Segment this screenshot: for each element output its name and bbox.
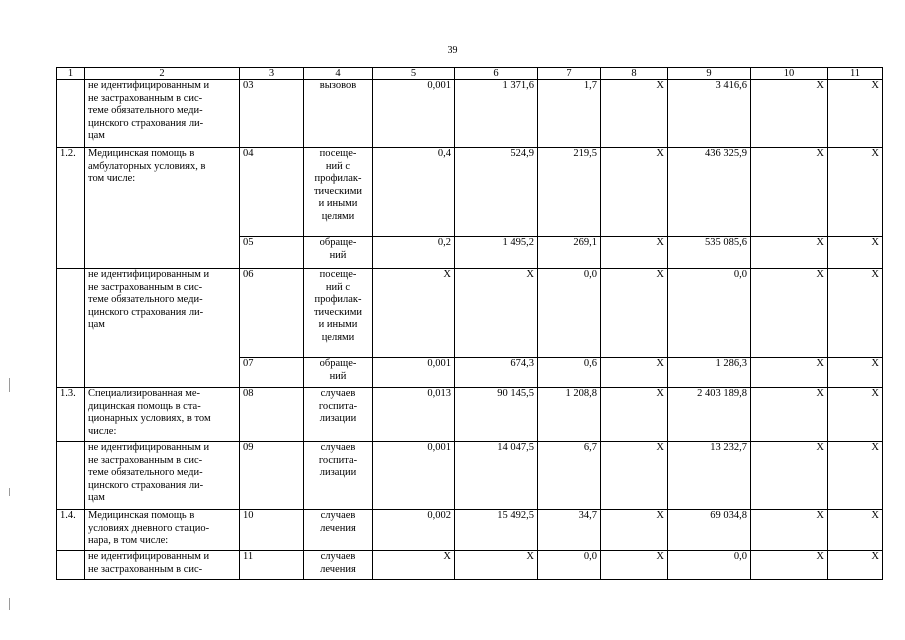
table-cell-col-4 xyxy=(304,148,373,237)
cell-text: обраще- ний xyxy=(319,358,357,382)
cell-text: 1.3. xyxy=(60,388,76,399)
table-cell-col-6 xyxy=(455,358,538,388)
table-cell-col-10 xyxy=(751,442,828,510)
cell-text: 0,001 xyxy=(427,80,451,91)
table-cell-col-9 xyxy=(668,80,751,148)
cell-text: X xyxy=(816,510,824,521)
cell-text: 269,1 xyxy=(573,237,597,248)
column-header-8: 8 xyxy=(601,68,668,80)
table-cell-col-8 xyxy=(601,148,668,237)
table-cell-col-11 xyxy=(828,388,883,442)
cell-text: случаев госпита- лизации xyxy=(318,388,358,425)
table-cell-col-6 xyxy=(455,80,538,148)
cell-text: X xyxy=(871,80,879,91)
table-cell-col-3 xyxy=(240,148,304,237)
cell-text: X xyxy=(816,388,824,399)
column-header-7: 7 xyxy=(538,68,601,80)
table-cell-col-4 xyxy=(304,388,373,442)
cell-text: 1 286,3 xyxy=(715,358,747,369)
table-cell-col-7 xyxy=(538,551,601,580)
cell-text: 674,3 xyxy=(510,358,534,369)
cell-text: X xyxy=(443,269,451,280)
table-cell-col-2 xyxy=(85,442,240,510)
cell-text: 1 208,8 xyxy=(565,388,597,399)
table-cell-col-9 xyxy=(668,442,751,510)
cell-text: 0,0 xyxy=(733,269,747,280)
cell-text: обраще- ний xyxy=(319,237,357,261)
cell-text: X xyxy=(871,388,879,399)
cell-text: 08 xyxy=(243,388,254,399)
table-cell-col-6 xyxy=(455,388,538,442)
table-cell-col-6 xyxy=(455,237,538,269)
cell-text: 0,001 xyxy=(427,358,451,369)
cell-text: X xyxy=(816,358,824,369)
table-body xyxy=(57,68,883,580)
cell-text: Медицинская помощь в условиях дневного стацио- нара, в том числе: xyxy=(88,510,210,547)
table-cell-col-11 xyxy=(828,80,883,148)
table-cell-col-5 xyxy=(373,388,455,442)
table-cell-col-10 xyxy=(751,269,828,358)
table-cell-col-10 xyxy=(751,237,828,269)
table-row xyxy=(57,442,883,510)
table-cell-col-1 xyxy=(57,551,85,580)
cell-text: X xyxy=(816,551,824,562)
cell-text: X xyxy=(656,237,664,248)
table-cell-col-8 xyxy=(601,237,668,269)
table-cell-col-11 xyxy=(828,269,883,358)
table-cell-col-1 xyxy=(57,269,85,388)
cell-text: X xyxy=(656,510,664,521)
table-row xyxy=(57,80,883,148)
cell-text: X xyxy=(816,269,824,280)
table-cell-col-7 xyxy=(538,148,601,237)
table-cell-col-10 xyxy=(751,148,828,237)
scan-artifact-mark xyxy=(9,598,10,610)
table-cell-col-2 xyxy=(85,269,240,388)
table-cell-col-9 xyxy=(668,237,751,269)
cell-text: X xyxy=(656,388,664,399)
cell-text: не идентифицированным и не застрахованным в сис- теме обязательного меди- цинского страхования ли- цам xyxy=(88,269,210,331)
cell-text: посеще- ний с профилак- тическими и иными целями xyxy=(313,148,363,222)
column-header-2: 2 xyxy=(85,68,240,80)
cell-text: 436 325,9 xyxy=(705,148,747,159)
column-header-9: 9 xyxy=(668,68,751,80)
cell-text: X xyxy=(871,237,879,248)
column-header-11: 11 xyxy=(828,68,883,80)
cell-text: Медицинская помощь в амбулаторных условиях, в том числе: xyxy=(88,148,206,185)
table-cell-col-1 xyxy=(57,148,85,269)
scan-artifact-mark xyxy=(9,488,10,496)
cell-text: 11 xyxy=(243,551,254,562)
table-cell-col-3 xyxy=(240,551,304,580)
table-cell-col-1 xyxy=(57,388,85,442)
table-cell-col-2 xyxy=(85,148,240,269)
cell-text: 219,5 xyxy=(573,148,597,159)
table-cell-col-10 xyxy=(751,358,828,388)
table-cell-col-3 xyxy=(240,510,304,551)
table-cell-col-5 xyxy=(373,358,455,388)
table-cell-col-2 xyxy=(85,388,240,442)
cell-text: X xyxy=(871,510,879,521)
cell-text: 0,6 xyxy=(583,358,597,369)
cell-text: X xyxy=(656,80,664,91)
cell-text: X xyxy=(443,551,451,562)
column-header-3: 3 xyxy=(240,68,304,80)
table-cell-col-4 xyxy=(304,510,373,551)
cell-text: случаев лечения xyxy=(320,551,356,575)
column-header-1: 1 xyxy=(57,68,85,80)
cell-text: X xyxy=(656,269,664,280)
table-cell-col-11 xyxy=(828,358,883,388)
table-cell-col-8 xyxy=(601,510,668,551)
table-cell-col-11 xyxy=(828,510,883,551)
cell-text: 15 492,5 xyxy=(497,510,534,521)
table-cell-col-6 xyxy=(455,551,538,580)
cell-text: 06 xyxy=(243,269,254,280)
cell-text: 90 145,5 xyxy=(497,388,534,399)
table-cell-col-7 xyxy=(538,388,601,442)
cell-text: не идентифицированным и не застрахованным в сис- теме обязательного меди- цинского страхования ли- цам xyxy=(88,80,210,142)
table-cell-col-10 xyxy=(751,551,828,580)
table-cell-col-3 xyxy=(240,442,304,510)
table-cell-col-5 xyxy=(373,80,455,148)
table-cell-col-1 xyxy=(57,80,85,148)
table-cell-col-3 xyxy=(240,358,304,388)
table-cell-col-9 xyxy=(668,551,751,580)
table-cell-col-1 xyxy=(57,442,85,510)
table-cell-col-9 xyxy=(668,269,751,358)
table-cell-col-5 xyxy=(373,510,455,551)
table-cell-col-5 xyxy=(373,442,455,510)
cell-text: 10 xyxy=(243,510,254,521)
table-cell-col-7 xyxy=(538,80,601,148)
cell-text: 04 xyxy=(243,148,254,159)
cell-text: 1 371,6 xyxy=(502,80,534,91)
table-cell-col-2 xyxy=(85,80,240,148)
cell-text: 14 047,5 xyxy=(497,442,534,453)
cell-text: 2 403 189,8 xyxy=(697,388,747,399)
table-cell-col-1 xyxy=(57,510,85,551)
table-cell-col-5 xyxy=(373,148,455,237)
table-cell-col-5 xyxy=(373,269,455,358)
table-row xyxy=(57,510,883,551)
table-cell-col-3 xyxy=(240,80,304,148)
column-header-4: 4 xyxy=(304,68,373,80)
cell-text: 34,7 xyxy=(578,510,597,521)
table-cell-col-4 xyxy=(304,358,373,388)
table-row xyxy=(57,148,883,237)
cell-text: X xyxy=(656,148,664,159)
column-header-6: 6 xyxy=(455,68,538,80)
table-cell-col-7 xyxy=(538,510,601,551)
table-cell-col-9 xyxy=(668,358,751,388)
table-cell-col-5 xyxy=(373,551,455,580)
table-cell-col-3 xyxy=(240,237,304,269)
cell-text: Специализированная ме- дицинская помощь в ста- ционарных условиях, в том числе: xyxy=(88,388,211,437)
table-cell-col-8 xyxy=(601,269,668,358)
cell-text: 1.4. xyxy=(60,510,76,521)
cell-text: 09 xyxy=(243,442,254,453)
cell-text: X xyxy=(656,551,664,562)
table-cell-col-4 xyxy=(304,237,373,269)
table-cell-col-4 xyxy=(304,551,373,580)
table-cell-col-9 xyxy=(668,148,751,237)
table-cell-col-11 xyxy=(828,148,883,237)
cell-text: 535 085,6 xyxy=(705,237,747,248)
column-header-5: 5 xyxy=(373,68,455,80)
table-cell-col-6 xyxy=(455,442,538,510)
cell-text: 0,001 xyxy=(427,442,451,453)
cell-text: 1.2. xyxy=(60,148,76,159)
table-cell-col-10 xyxy=(751,510,828,551)
cell-text: случаев госпита- лизации xyxy=(318,442,358,479)
header-row xyxy=(57,68,883,80)
column-header-10: 10 xyxy=(751,68,828,80)
cell-text: 69 034,8 xyxy=(710,510,747,521)
cell-text: X xyxy=(871,148,879,159)
table-cell-col-8 xyxy=(601,388,668,442)
table-row xyxy=(57,551,883,580)
cell-text: посеще- ний с профилак- тическими и иными целями xyxy=(313,269,363,343)
cell-text: 0,0 xyxy=(583,551,597,562)
cell-text: X xyxy=(816,442,824,453)
statistics-table xyxy=(56,67,883,580)
cell-text: 1 495,2 xyxy=(502,237,534,248)
table-cell-col-11 xyxy=(828,237,883,269)
page-number: 39 xyxy=(447,45,458,56)
table-cell-col-4 xyxy=(304,269,373,358)
scan-artifact-mark xyxy=(9,378,10,392)
table-cell-col-11 xyxy=(828,551,883,580)
cell-text: X xyxy=(871,442,879,453)
cell-text: X xyxy=(656,358,664,369)
cell-text: 03 xyxy=(243,80,254,91)
table-cell-col-7 xyxy=(538,269,601,358)
cell-text: 1,7 xyxy=(583,80,597,91)
table-cell-col-8 xyxy=(601,551,668,580)
table-cell-col-2 xyxy=(85,510,240,551)
cell-text: X xyxy=(816,148,824,159)
table-cell-col-8 xyxy=(601,358,668,388)
cell-text: 0,002 xyxy=(427,510,451,521)
table-cell-col-4 xyxy=(304,80,373,148)
cell-text: X xyxy=(526,551,534,562)
cell-text: не идентифицированным и не застрахованным в сис- xyxy=(88,551,210,575)
table-cell-col-9 xyxy=(668,388,751,442)
cell-text: 0,0 xyxy=(733,551,747,562)
cell-text: X xyxy=(526,269,534,280)
cell-text: 524,9 xyxy=(510,148,534,159)
table-cell-col-6 xyxy=(455,269,538,358)
cell-text: случаев лечения xyxy=(320,510,356,534)
table-cell-col-7 xyxy=(538,442,601,510)
table-cell-col-11 xyxy=(828,442,883,510)
cell-text: вызовов xyxy=(319,80,357,91)
table-row xyxy=(57,269,883,358)
table-cell-col-8 xyxy=(601,80,668,148)
table-row xyxy=(57,388,883,442)
table-cell-col-9 xyxy=(668,510,751,551)
table-cell-col-7 xyxy=(538,237,601,269)
cell-text: X xyxy=(871,358,879,369)
cell-text: X xyxy=(871,551,879,562)
cell-text: 05 xyxy=(243,237,254,248)
cell-text: 0,013 xyxy=(427,388,451,399)
table-cell-col-3 xyxy=(240,388,304,442)
table-cell-col-7 xyxy=(538,358,601,388)
table-cell-col-10 xyxy=(751,388,828,442)
cell-text: 6,7 xyxy=(583,442,597,453)
cell-text: 13 232,7 xyxy=(710,442,747,453)
table-cell-col-5 xyxy=(373,237,455,269)
table-cell-col-4 xyxy=(304,442,373,510)
table-cell-col-3 xyxy=(240,269,304,358)
cell-text: 0,0 xyxy=(583,269,597,280)
cell-text: 0,2 xyxy=(437,237,451,248)
table-cell-col-6 xyxy=(455,148,538,237)
cell-text: 3 416,6 xyxy=(715,80,747,91)
table-cell-col-8 xyxy=(601,442,668,510)
cell-text: X xyxy=(656,442,664,453)
cell-text: X xyxy=(816,80,824,91)
cell-text: 0,4 xyxy=(437,148,451,159)
cell-text: не идентифицированным и не застрахованным в сис- теме обязательного меди- цинского страхования ли- цам xyxy=(88,442,210,504)
cell-text: X xyxy=(816,237,824,248)
table-cell-col-2 xyxy=(85,551,240,580)
table-cell-col-6 xyxy=(455,510,538,551)
table-cell-col-10 xyxy=(751,80,828,148)
cell-text: X xyxy=(871,269,879,280)
cell-text: 07 xyxy=(243,358,254,369)
